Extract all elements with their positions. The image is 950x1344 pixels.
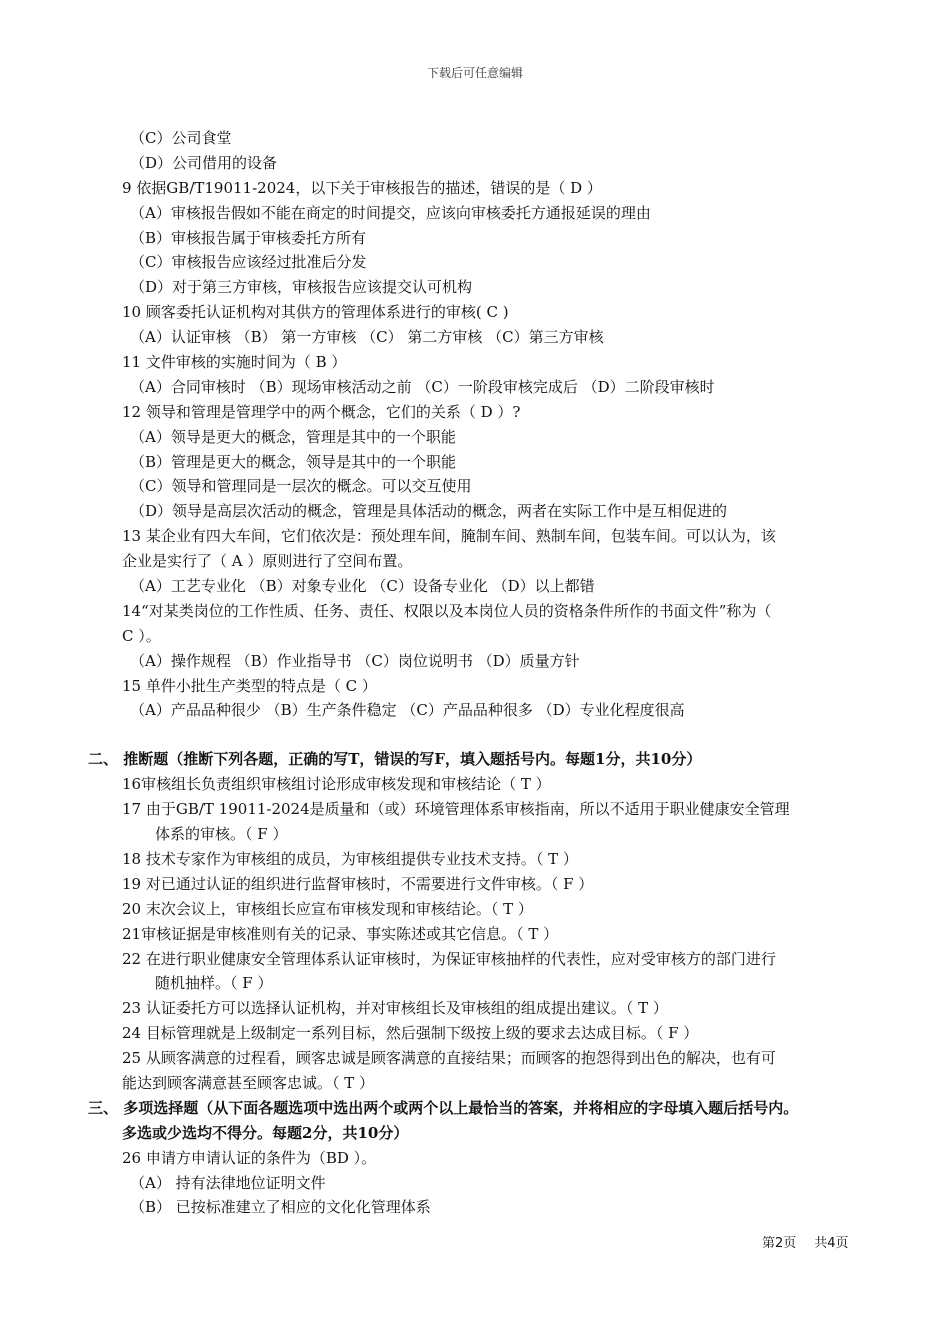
option-line: （A）合同审核时 （B）现场审核活动之前 （C）一阶段审核完成后 （D）二阶段审核时: [130, 377, 715, 396]
option-line: （D）公司借用的设备: [130, 153, 278, 172]
question-line: 12 领导和管理是管理学中的两个概念，它们的关系（ D ）?: [122, 402, 521, 421]
option-line: （C）审核报告应该经过批准后分发: [130, 253, 367, 272]
option-line: （A） 持有法律地位证明文件: [130, 1173, 326, 1192]
question-line: 13 某企业有四大车间，它们依次是：预处理车间，腌制车间、熟制车间，包装车间。可以认为，该: [122, 527, 776, 546]
option-line: （A）工艺专业化 （B）对象专业化 （C）设备专业化 （D）以上都错: [130, 577, 595, 596]
document-body: [0, 126, 950, 1220]
question-line: 24 目标管理就是上级制定一系列目标，然后强制下级按上级的要求去达成目标。（ F ）: [122, 1024, 699, 1043]
question-continuation: 随机抽样。（ F ）: [155, 974, 273, 993]
option-line: （C）领导和管理同是一层次的概念。可以交互使用: [130, 477, 472, 496]
option-line: （D）对于第三方审核，审核报告应该提交认可机构: [130, 278, 473, 297]
page-footer: [762, 1232, 867, 1251]
question-line: 19 对已通过认证的组织进行监督审核时，不需要进行文件审核。（ F ）: [122, 874, 594, 893]
option-line: （A）审核报告假如不能在商定的时间提交，应该向审核委托方通报延误的理由: [130, 203, 651, 222]
question-line: 21审核证据是审核准则有关的记录、事实陈述或其它信息。（ T ）: [122, 924, 559, 943]
option-line: （D）领导是高层次活动的概念，管理是具体活动的概念，两者在实际工作中是互相促进的: [130, 502, 728, 521]
option-line: （C）公司食堂: [130, 129, 232, 147]
option-line: （A）操作规程 （B）作业指导书 （C）岗位说明书 （D）质量方针: [130, 651, 580, 670]
page-header: 下载后可任意编辑: [426, 66, 523, 80]
question-line: 15 单件小批生产类型的特点是（ C ）: [122, 676, 377, 695]
option-line: （B）审核报告属于审核委托方所有: [130, 228, 367, 247]
question-line: 16审核组长负责组织审核组讨论形成审核发现和审核结论（ T ）: [122, 775, 551, 794]
section-heading: 二、 推断题（推断下列各题，正确的写T，错误的写F，填入题括号内。每题1分，共10分）: [88, 750, 702, 769]
page-total: 共4页: [814, 1236, 849, 1251]
section-heading: 三、 多项选择题（从下面各题选项中选出两个或两个以上最恰当的答案，并将相应的字母填入题后括号内。: [88, 1098, 799, 1117]
question-line: 20 末次会议上，审核组长应宣布审核发现和审核结论。（ T ）: [122, 899, 533, 918]
option-line: （A）产品品种很少 （B）生产条件稳定 （C）产品品种很多 （D）专业化程度很高: [130, 701, 685, 720]
question-line: 企业是实行了（ A ）原则进行了空间布置。: [122, 552, 413, 571]
option-line: （B） 已按标准建立了相应的文化化管理体系: [130, 1198, 431, 1217]
question-line: 18 技术专家作为审核组的成员，为审核组提供专业技术支持。（ T ）: [122, 849, 578, 868]
option-line: （A）领导是更大的概念，管理是其中的一个职能: [130, 427, 456, 446]
question-line: 26 申请方申请认证的条件为（BD ）。: [122, 1148, 377, 1167]
option-line: （B）管理是更大的概念，领导是其中的一个职能: [130, 452, 457, 471]
question-continuation: 体系的审核。（ F ）: [155, 825, 288, 844]
question-line: 9 依据GB/T19011-2024，以下关于审核报告的描述，错误的是（ D ）: [122, 178, 602, 197]
question-line: C ）。: [122, 626, 161, 645]
option-line: （A）认证审核 （B） 第一方审核 （C） 第二方审核 （C）第三方审核: [130, 328, 604, 347]
spacer: [0, 723, 950, 747]
section-heading-continuation: 多选或少选均不得分。每题2分，共10分）: [122, 1123, 409, 1142]
question-line: 能达到顾客满意甚至顾客忠诚。（ T ）: [122, 1073, 375, 1092]
question-line: 10 顾客委托认证机构对其供方的管理体系进行的审核( C ): [122, 303, 509, 322]
question-line: 14“对某类岗位的工作性质、任务、责任、权限以及本岗位人员的资格条件所作的书面文件”称为（: [122, 601, 772, 620]
page-number: 第2页: [762, 1236, 797, 1251]
question-line: 11 文件审核的实施时间为（ B ）: [122, 353, 347, 372]
question-line: 23 认证委托方可以选择认证机构，并对审核组长及审核组的组成提出建议。（ T ）: [122, 999, 668, 1018]
question-line: 25 从顾客满意的过程看，顾客忠诚是顾客满意的直接结果；而顾客的抱怨得到出色的解决，也有可: [122, 1049, 776, 1068]
question-line: 22 在进行职业健康安全管理体系认证审核时，为保证审核抽样的代表性，应对受审核方的部门进行: [122, 949, 776, 968]
question-line: 17 由于GB/T 19011-2024是质量和（或）环境管理体系审核指南，所以不适用于职业健康安全管理: [122, 800, 790, 819]
